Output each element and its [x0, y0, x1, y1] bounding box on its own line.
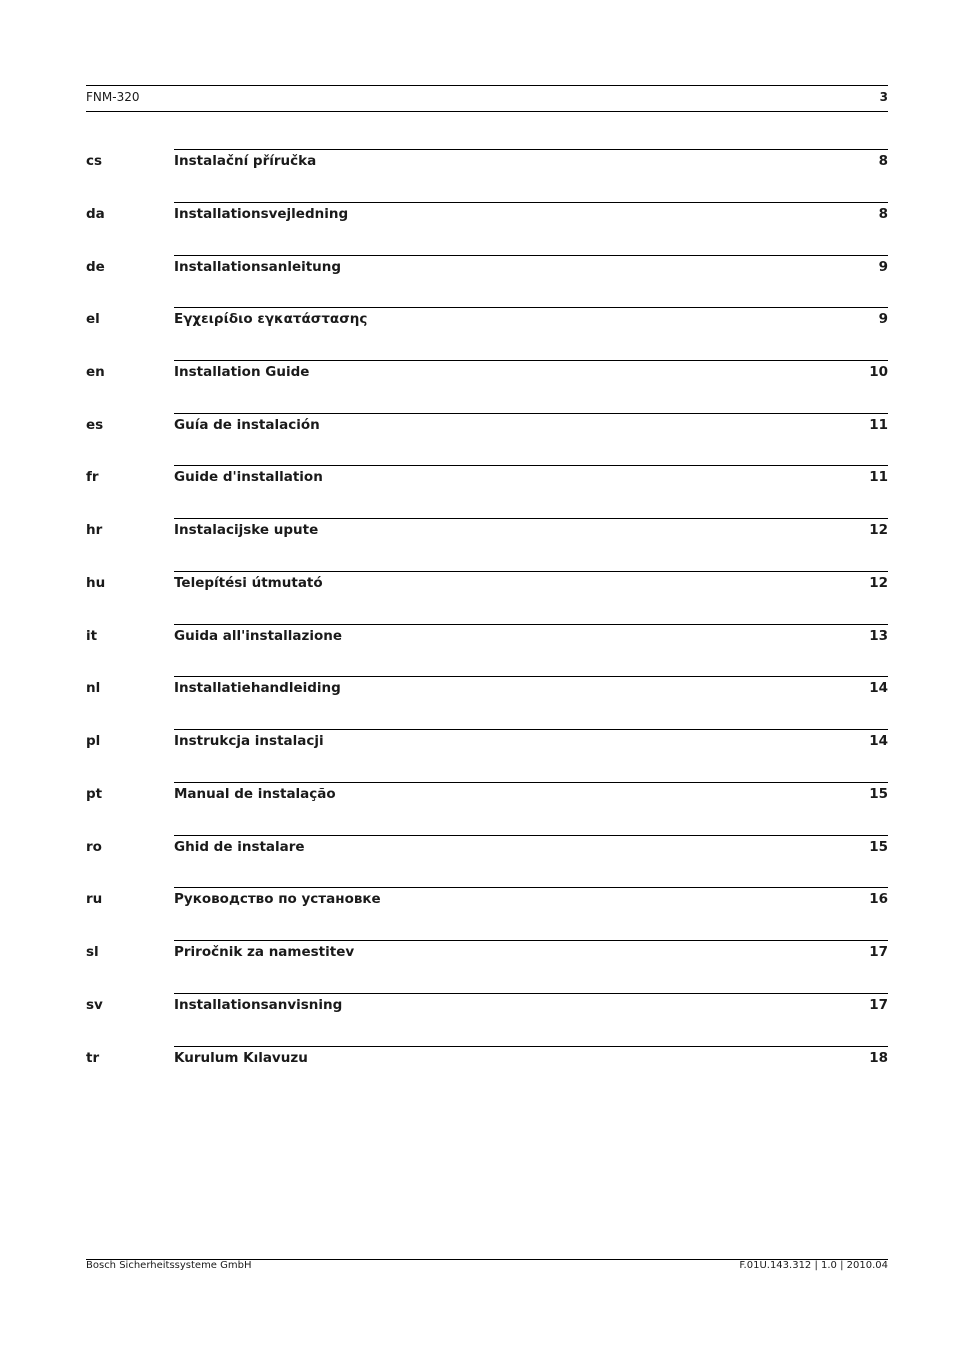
- toc-entry: [174, 571, 888, 595]
- document-name: FNM-320: [86, 90, 140, 104]
- page-header: [86, 85, 888, 112]
- toc-lang-code: pl: [86, 733, 101, 749]
- toc-page-number[interactable]: 8: [878, 153, 888, 169]
- toc-title[interactable]: Installatiehandleiding: [174, 680, 341, 696]
- toc-lang-code: de: [86, 259, 105, 275]
- toc-row-el[interactable]: [86, 307, 888, 331]
- toc-page-number[interactable]: 17: [869, 944, 888, 960]
- toc-title[interactable]: Installationsanvisning: [174, 997, 343, 1013]
- toc-entry: [174, 835, 888, 859]
- toc-page-number[interactable]: 15: [869, 786, 888, 802]
- toc-row-de[interactable]: [86, 255, 888, 279]
- toc-entry: [174, 782, 888, 806]
- toc-row-nl[interactable]: [86, 676, 888, 700]
- toc-lang-code: tr: [86, 1050, 100, 1066]
- toc-row-es[interactable]: [86, 413, 888, 437]
- toc-page-number[interactable]: 9: [878, 259, 888, 275]
- toc-entry: [174, 729, 888, 753]
- toc-page-number[interactable]: 9: [878, 311, 888, 327]
- toc-title[interactable]: Kurulum Kılavuzu: [174, 1050, 308, 1066]
- toc-row-it[interactable]: [86, 624, 888, 648]
- toc-title[interactable]: Guida all'installazione: [174, 628, 343, 644]
- toc-page-number[interactable]: 18: [869, 1050, 888, 1066]
- toc-lang-code: it: [86, 628, 98, 644]
- toc-entry: [174, 202, 888, 226]
- toc-lang-code: fr: [86, 469, 99, 485]
- toc-row-fr[interactable]: [86, 465, 888, 489]
- toc-page-number[interactable]: 10: [869, 364, 888, 380]
- toc-entry: [174, 413, 888, 437]
- toc-title[interactable]: Instrukcja instalacji: [174, 733, 324, 749]
- toc-entry: [174, 465, 888, 489]
- page-number: 3: [879, 90, 888, 104]
- toc-row-pt[interactable]: [86, 782, 888, 806]
- toc-row-pl[interactable]: [86, 729, 888, 753]
- toc-title[interactable]: Guide d'installation: [174, 469, 323, 485]
- toc-page-number[interactable]: 8: [878, 206, 888, 222]
- toc-page-number[interactable]: 12: [869, 575, 888, 591]
- toc-entry: [174, 360, 888, 384]
- toc-lang-code: es: [86, 417, 104, 433]
- toc-title[interactable]: Telepítési útmutató: [174, 575, 323, 591]
- toc-page-number[interactable]: 16: [869, 891, 888, 907]
- toc-page-number[interactable]: 11: [869, 469, 888, 485]
- toc-lang-code: ro: [86, 839, 102, 855]
- toc-title[interactable]: Instalacijske upute: [174, 522, 319, 538]
- toc-lang-code: pt: [86, 786, 103, 802]
- toc-entry: [174, 887, 888, 911]
- toc-lang-code: en: [86, 364, 105, 380]
- toc-row-cs[interactable]: [86, 149, 888, 173]
- toc-entry: [174, 676, 888, 700]
- toc-title[interactable]: Instalační příručka: [174, 153, 317, 169]
- toc-row-da[interactable]: [86, 202, 888, 226]
- toc-title[interactable]: Installationsanleitung: [174, 259, 342, 275]
- toc-row-sl[interactable]: [86, 940, 888, 964]
- toc-title[interactable]: Руководство по установке: [174, 891, 381, 907]
- toc-lang-code: ru: [86, 891, 103, 907]
- toc-title[interactable]: Guía de instalación: [174, 417, 320, 433]
- page-footer: [86, 1259, 888, 1279]
- toc-lang-code: sl: [86, 944, 99, 960]
- toc-entry: [174, 518, 888, 542]
- toc-page-number[interactable]: 17: [869, 997, 888, 1013]
- toc-entry: [174, 149, 888, 173]
- toc-lang-code: da: [86, 206, 105, 222]
- toc-title[interactable]: Installationsvejledning: [174, 206, 349, 222]
- toc-entry: [174, 624, 888, 648]
- toc-entry: [174, 255, 888, 279]
- toc-page-number[interactable]: 14: [869, 733, 888, 749]
- toc-row-en[interactable]: [86, 360, 888, 384]
- toc-entry: [174, 1046, 888, 1070]
- toc-row-ru[interactable]: [86, 887, 888, 911]
- toc-row-hu[interactable]: [86, 571, 888, 595]
- toc-row-tr[interactable]: [86, 1046, 888, 1070]
- toc-title[interactable]: Ghid de instalare: [174, 839, 305, 855]
- toc-lang-code: nl: [86, 680, 101, 696]
- toc-page-number[interactable]: 13: [869, 628, 888, 644]
- toc-page-number[interactable]: 15: [869, 839, 888, 855]
- toc-row-ro[interactable]: [86, 835, 888, 859]
- company-name: Bosch Sicherheitssysteme GmbH: [86, 1260, 252, 1271]
- toc-lang-code: el: [86, 311, 100, 327]
- toc-entry: [174, 993, 888, 1017]
- toc-page-number[interactable]: 11: [869, 417, 888, 433]
- toc-title[interactable]: Manual de instalação: [174, 786, 336, 802]
- toc-row-sv[interactable]: [86, 993, 888, 1017]
- toc-title[interactable]: Εγχειρίδιο εγκατάστασης: [174, 311, 368, 327]
- toc-lang-code: hu: [86, 575, 106, 591]
- toc-entry: [174, 307, 888, 331]
- toc-title[interactable]: Priročnik za namestitev: [174, 944, 355, 960]
- toc-lang-code: hr: [86, 522, 103, 538]
- toc-lang-code: sv: [86, 997, 103, 1013]
- toc-entry: [174, 940, 888, 964]
- toc-page-number[interactable]: 14: [869, 680, 888, 696]
- document-reference: F.01U.143.312 | 1.0 | 2010.04: [739, 1260, 888, 1271]
- toc-lang-code: cs: [86, 153, 103, 169]
- toc-page-number[interactable]: 12: [869, 522, 888, 538]
- toc-title[interactable]: Installation Guide: [174, 364, 310, 380]
- toc-row-hr[interactable]: [86, 518, 888, 542]
